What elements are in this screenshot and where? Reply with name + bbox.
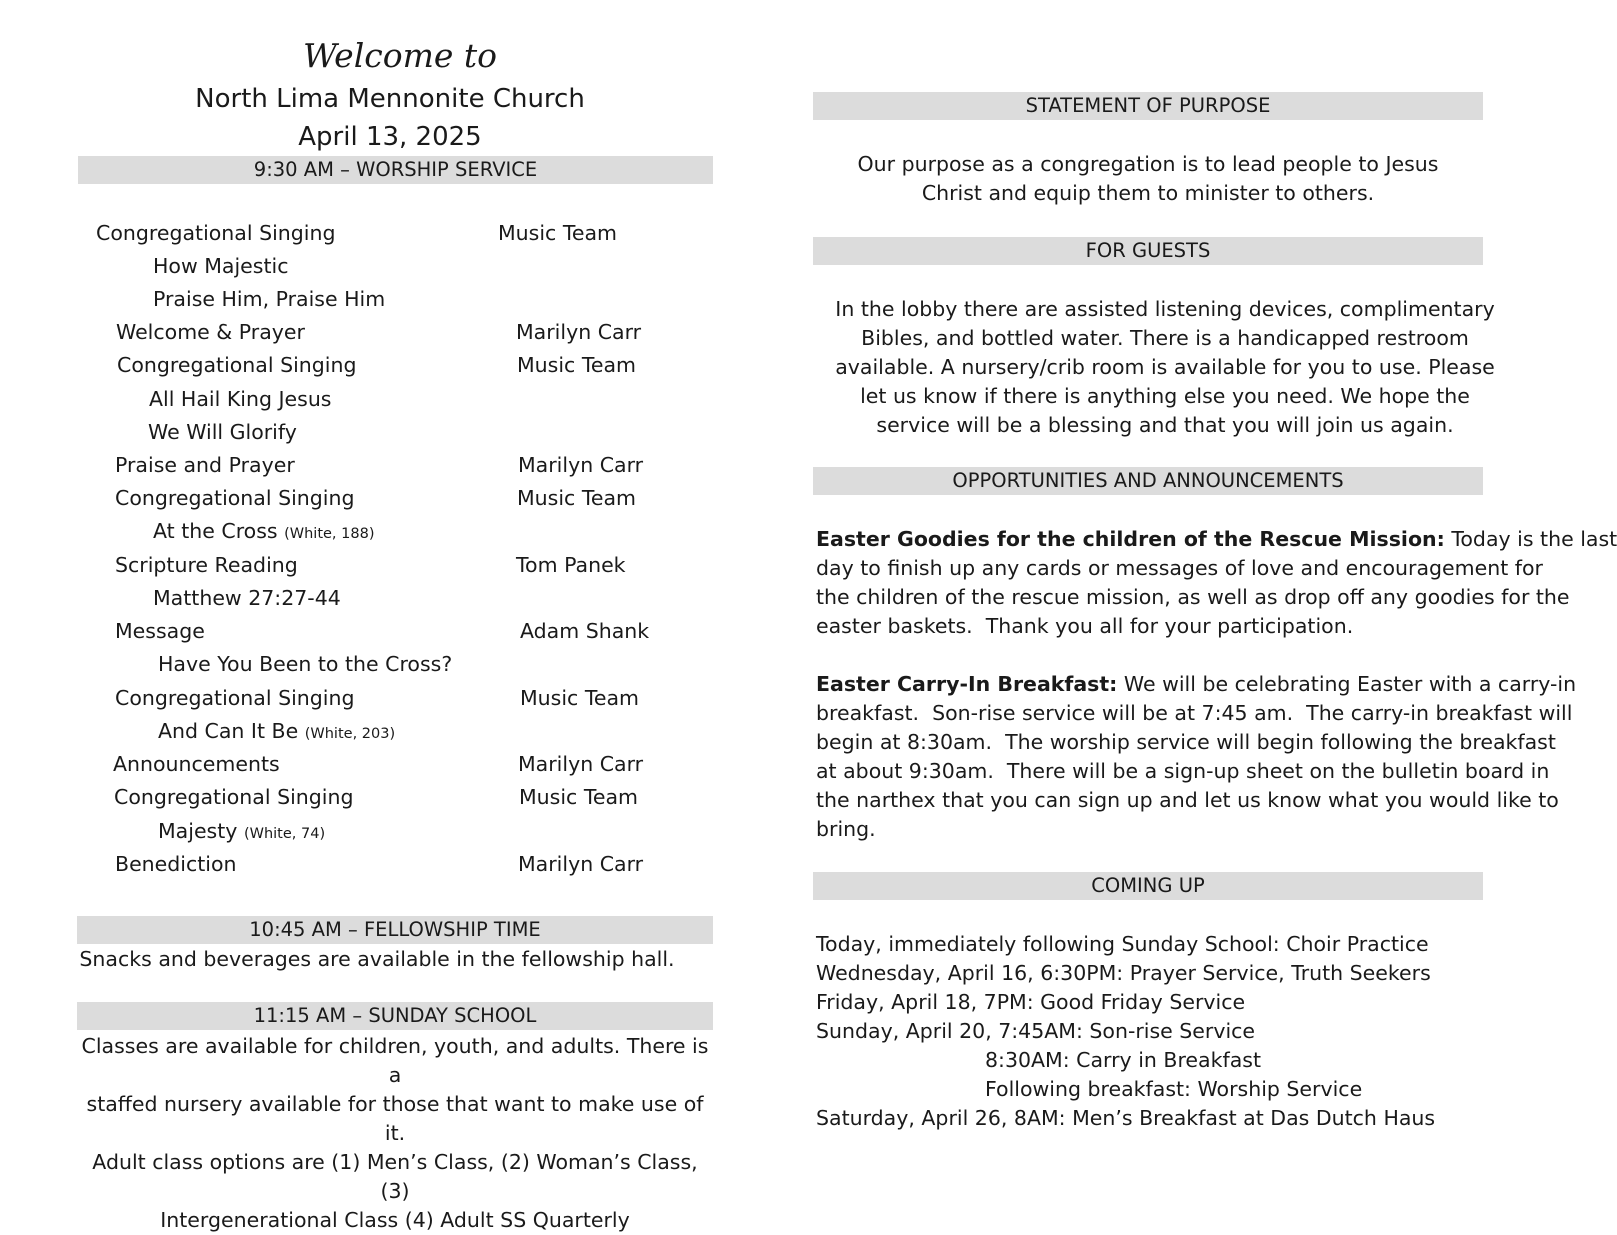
service-leader: Music Team: [517, 353, 637, 377]
service-item: Message: [115, 619, 205, 643]
announcement-line: [816, 670, 1577, 699]
sunday-school-text: [77, 1032, 713, 1235]
hymnal-reference: (White, 203): [304, 726, 396, 742]
sunday-school-line: Intergenerational Class (4) Adult SS Quarterly: [160, 1208, 630, 1232]
event-line: Friday, April 18, 7PM: Good Friday Service: [816, 990, 1246, 1014]
sunday-school-line: Adult class options are (1) Men’s Class, (2) Woman’s Class, (3): [92, 1150, 698, 1203]
purpose-line: Christ and equip them to minister to others.: [921, 181, 1375, 205]
announcement-line: day to finish up any cards or messages of love and encouragement for: [816, 556, 1543, 580]
church-name: North Lima Mennonite Church: [195, 84, 585, 114]
song-title: [158, 819, 325, 846]
announcement-line: the narthex that you can sign up and let us know what you would like to: [816, 788, 1559, 812]
announcement-text: We will be celebrating Easter with a carry-in: [1117, 672, 1577, 696]
service-item: Scripture Reading: [115, 553, 298, 577]
announcement-line: breakfast. Son-rise service will be at 7:45 am. The carry-in breakfast will: [816, 701, 1573, 725]
guests-text: [800, 295, 1530, 440]
service-leader: Music Team: [498, 221, 618, 245]
song-title: How Majestic: [153, 254, 289, 278]
service-leader: Marilyn Carr: [516, 320, 642, 344]
guests-line: let us know if there is anything else you need. We hope the: [860, 384, 1470, 408]
service-leader: Tom Panek: [516, 553, 626, 577]
sermon-title: Have You Been to the Cross?: [158, 652, 453, 676]
guests-line: available. A nursery/crib room is available for you to use. Please: [835, 355, 1495, 379]
announcement-line: [816, 525, 1617, 554]
song-name: At the Cross: [153, 519, 278, 543]
fellowship-heading: 10:45 AM – FELLOWSHIP TIME: [77, 916, 713, 944]
worship-heading: 9:30 AM – WORSHIP SERVICE: [78, 156, 713, 184]
announcement-line: easter baskets. Thank you all for your participation.: [816, 614, 1354, 638]
announcement-title: Easter Goodies for the children of the Rescue Mission:: [816, 527, 1445, 551]
song-name: And Can It Be: [158, 719, 299, 743]
purpose-text: [813, 150, 1483, 208]
service-item: Congregational Singing: [115, 486, 355, 510]
song-title: Praise Him, Praise Him: [153, 287, 386, 311]
song-title: [153, 519, 374, 546]
bulletin-date: April 13, 2025: [298, 122, 482, 152]
service-item: Announcements: [113, 752, 280, 776]
service-leader: Marilyn Carr: [518, 852, 644, 876]
welcome-script: Welcome to: [302, 36, 498, 75]
service-leader: Music Team: [517, 486, 637, 510]
hymnal-reference: (White, 74): [243, 826, 326, 842]
song-title: [158, 719, 395, 746]
service-item: Praise and Prayer: [115, 453, 295, 477]
service-item: Congregational Singing: [114, 785, 354, 809]
service-leader: Music Team: [520, 686, 640, 710]
announcement-line: at about 9:30am. There will be a sign-up sheet on the bulletin board in: [816, 759, 1550, 783]
service-item: Congregational Singing: [96, 221, 336, 245]
guests-line: service will be a blessing and that you will join us again.: [876, 413, 1454, 437]
announcement-line: begin at 8:30am. The worship service will begin following the breakfast: [816, 730, 1556, 754]
service-item: Congregational Singing: [117, 353, 357, 377]
event-line: 8:30AM: Carry in Breakfast: [985, 1048, 1261, 1072]
song-name: Majesty: [158, 819, 238, 843]
sunday-school-line: staffed nursery available for those that want to make use of it.: [86, 1092, 704, 1145]
guests-line: Bibles, and bottled water. There is a handicapped restroom: [861, 326, 1469, 350]
song-title: We Will Glorify: [148, 420, 297, 444]
service-item: Benediction: [115, 852, 237, 876]
sunday-school-line: Classes are available for children, youth, and adults. There is a: [81, 1034, 709, 1087]
announcements-heading: OPPORTUNITIES AND ANNOUNCEMENTS: [813, 467, 1483, 495]
hymnal-reference: (White, 188): [284, 526, 375, 542]
sunday-school-heading: 11:15 AM – SUNDAY SCHOOL: [77, 1002, 713, 1030]
event-line: Following breakfast: Worship Service: [985, 1077, 1363, 1101]
announcement-text: Today is the last: [1444, 527, 1617, 551]
coming-up-heading: COMING UP: [813, 872, 1483, 900]
service-item: Welcome & Prayer: [116, 320, 305, 344]
scripture-reference: Matthew 27:27-44: [153, 586, 341, 610]
purpose-heading: STATEMENT OF PURPOSE: [813, 92, 1483, 120]
song-title: All Hail King Jesus: [149, 387, 332, 411]
event-line: Sunday, April 20, 7:45AM: Son-rise Service: [816, 1019, 1256, 1043]
service-leader: Music Team: [519, 785, 639, 809]
purpose-line: Our purpose as a congregation is to lead people to Jesus: [857, 152, 1439, 176]
announcement-line: the children of the rescue mission, as well as drop off any goodies for the: [816, 585, 1570, 609]
event-line: Wednesday, April 16, 6:30PM: Prayer Service, Truth Seekers: [816, 961, 1431, 985]
announcement-title: Easter Carry-In Breakfast:: [816, 672, 1118, 696]
event-line: Saturday, April 26, 8AM: Men’s Breakfast at Das Dutch Haus: [816, 1106, 1436, 1130]
service-leader: Marilyn Carr: [518, 752, 644, 776]
guests-heading: FOR GUESTS: [813, 237, 1483, 265]
service-item: Congregational Singing: [115, 686, 355, 710]
service-leader: Marilyn Carr: [518, 453, 644, 477]
announcement-easter-goodies: [816, 525, 1617, 641]
service-leader: Adam Shank: [520, 619, 650, 643]
announcement-carry-in-breakfast: [816, 670, 1577, 844]
coming-up-list: [816, 930, 1516, 1133]
fellowship-text: Snacks and beverages are available in the fellowship hall.: [79, 947, 675, 971]
announcement-line: bring.: [816, 817, 876, 841]
event-line: Today, immediately following Sunday School: Choir Practice: [816, 932, 1429, 956]
guests-line: In the lobby there are assisted listening devices, complimentary: [835, 297, 1495, 321]
